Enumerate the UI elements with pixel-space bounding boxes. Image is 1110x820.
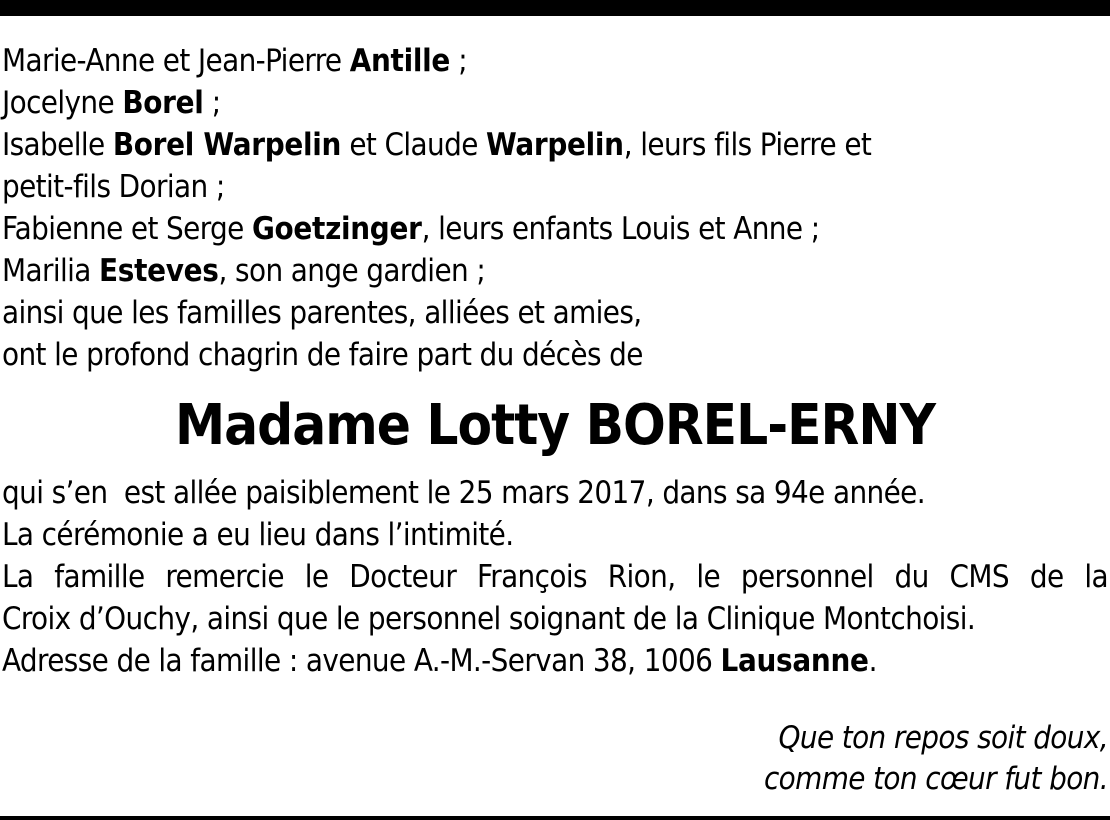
quote-line-2: comme ton cœur fut bon. [763,761,1108,797]
family-line-7: ainsi que les familles parentes, alliées et amies, [2,295,642,331]
family-line-8: ont le profond chagrin de faire part du décès de [2,337,643,373]
closing-quote [408,718,1108,800]
bottom-border-rule [0,816,1110,820]
family-name: Borel [122,85,204,121]
family-name: Goetzinger [251,211,422,247]
details-line-5: Adresse de la famille : avenue A.-M.-Servan 38, 1006 Lausanne. [2,643,877,679]
family-name: Borel Warpelin [112,127,342,163]
top-border-rule [0,0,1110,16]
family-line-4: petit-fils Dorian ; [2,169,225,205]
family-name: Warpelin [486,127,624,163]
family-name: Antille [349,43,450,79]
details-line-4: Croix d’Ouchy, ainsi que le personnel soignant de la Clinique Montchoisi. [2,601,976,637]
details-line-3: La famille remercie le Docteur François Rion, le personnel du CMS de la [2,559,1108,595]
obituary-notice [2,40,1108,682]
family-line-5: Fabienne et Serge Goetzinger, leurs enfants Louis et Anne ; [2,211,820,247]
family-line-1: Marie-Anne et Jean-Pierre Antille ; [2,43,468,79]
family-line-2: Jocelyne Borel ; [2,85,221,121]
family-line-6: Marilia Esteves, son ange gardien ; [2,253,486,289]
family-line-3: Isabelle Borel Warpelin et Claude Warpelin, leurs fils Pierre et [2,127,872,163]
city-name: Lausanne [720,643,869,679]
details-line-1: qui s’en est allée paisiblement le 25 mars 2017, dans sa 94e année. [2,475,926,511]
family-name: Esteves [99,253,219,289]
deceased-name-heading: Madame Lotty BOREL-ERNY [175,393,935,458]
quote-line-1: Que ton repos soit doux, [778,720,1108,756]
details-line-2: La cérémonie a eu lieu dans l’intimité. [2,517,514,553]
